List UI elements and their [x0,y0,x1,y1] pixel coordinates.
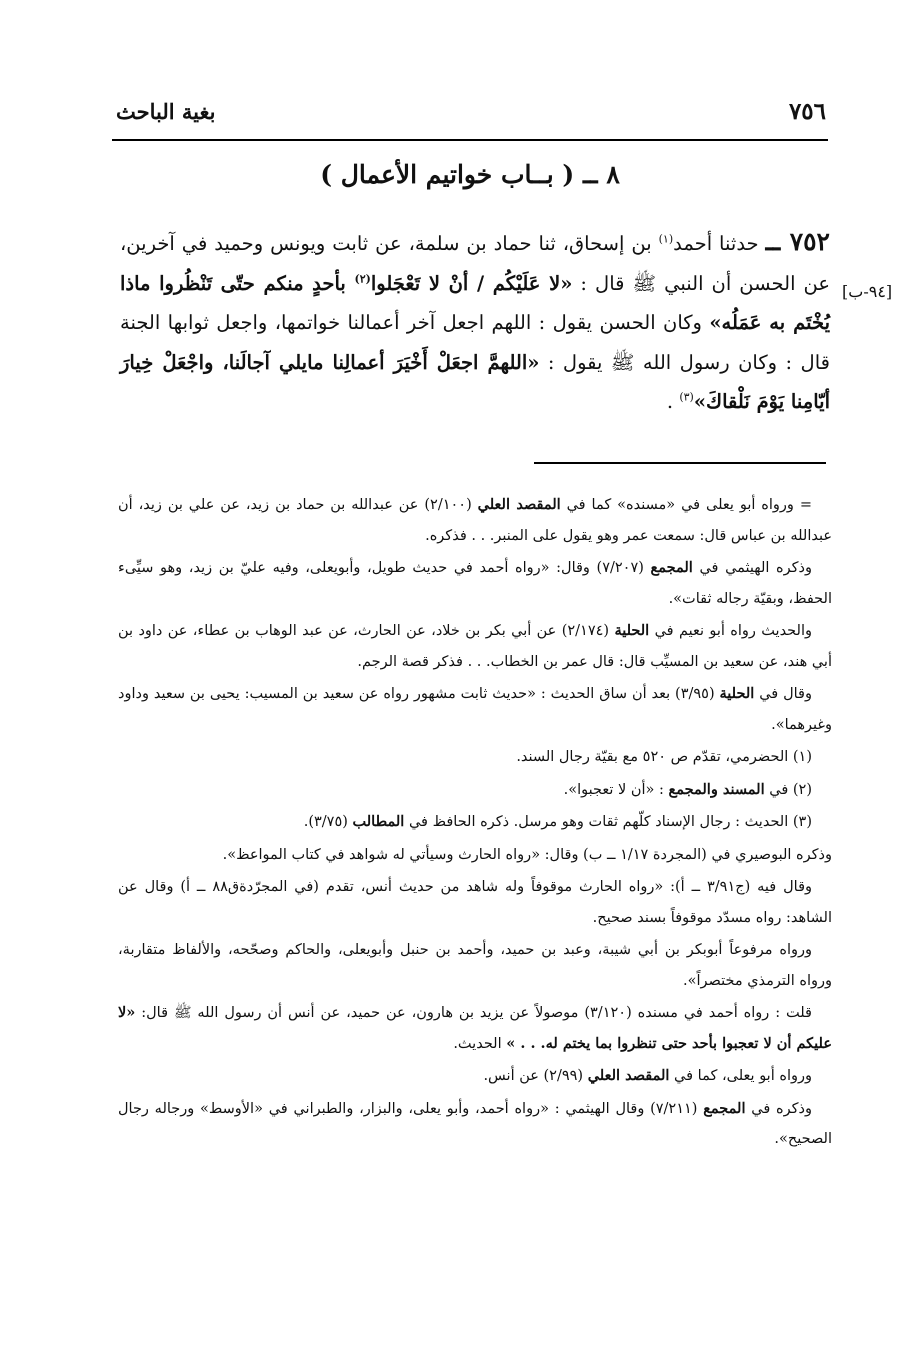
footnote-paragraph [118,490,832,551]
footnote-text: : «أن لا تعجبوا». [563,781,669,798]
hadith-segment: بن إسحاق، ثنا حماد بن سلمة، عن ثابت ويونس وحميد في آخرين، عن الحسن أن النبي ﷺ قال : [120,232,831,295]
footnotes [118,490,832,1157]
footnote-paragraph [118,553,832,614]
hadith-paragraph [120,222,830,422]
footnote-marker: (٣) [679,390,694,404]
footnote-3 [118,807,832,838]
footnote-text: وذكره في [745,1100,812,1117]
book-title: المقصد العلي [587,1067,670,1084]
hadith-number: ٧٥٢ ــ [765,227,830,256]
book-title: المسند والمجمع [668,780,765,798]
book-title: المجمع [650,559,693,576]
footnote-text: قلت : رواه أحمد في مسنده (٣/١٢٠) موصولاً عن يزيد بن هارون، عن حميد، عن أنس أن رسول الله ﷺ قال: [135,1005,812,1021]
footnote-paragraph: ورواه مرفوعاً أبوبكر بن أبي شيبة، وعبد بن حميد، وأحمد بن حنبل وأبويعلى، والحاكم وصحّحه، والألفاظ متقاربة، ورواه الترمذي مختصراً». [118,942,832,989]
book-title: المقصد العلي [477,496,561,513]
footnote-2 [118,775,832,806]
book-title: الحلية [719,685,755,702]
footnote-text: وذكره الهيثمي في [692,560,812,576]
footnote-text: = ورواه أبو يعلى في «مسنده» كما في [560,497,812,513]
footnote-marker: (٢) [354,272,371,285]
hadith-segment: حدثنا أحمد [673,232,759,255]
running-title: بغية الباحث [116,98,216,124]
footnote-text: (٣/٩٥) بعد أن ساق الحديث : «حديث ثابت مشهور رواه عن سعيد بن المسيب: يحيى بن سعيد وداود وغيرهما». [118,686,832,733]
footnote-paragraph [118,998,832,1059]
footnote-text: (٣/٧٥). [303,814,353,830]
footnote-separator [534,462,826,464]
footnote-paragraph [118,1061,832,1092]
prophetic-quote: «اللهمَّ اجعَلْ أَخْيَرَ أعمالِنا مايلي آجالَنا، واجْعَلْ خِيارَ أيّامِنا يَوْمَ نَلْقاكَ» [120,350,830,413]
book-title: الحلية [614,622,650,639]
margin-reference: [٩٤-ب] [842,282,893,301]
footnote-paragraph [118,679,832,740]
prophetic-quote: «لا عَلَيْكُم / أنْ لا تَعْجَلوا [370,271,573,295]
book-title: المجمع [703,1099,746,1117]
prophetic-quote: بأحدٍ منكم حتّى تَنْظُروا ماذا يُخْتَم به عَمَلُه» [120,271,831,334]
footnote-1: (١) الحضرمي، تقدّم ص ٥٢٠ مع بقيّة رجال السند. [516,749,812,765]
footnote-paragraph: وقال فيه (ج٣/٩١ ــ أ): «رواه الحارث موقوفاً وله شاهد من حديث أنس، تقدم (في المجرّدةق٨٨ ــ أ) وقال عن الشاهد: رواه مسدّد موقوفاً بسند صحيح. [118,879,832,926]
page-number: ٧٥٦ [788,97,826,125]
footnote-text: والحديث رواه أبو نعيم في [649,623,812,639]
footnote-marker: (١) [658,232,674,246]
footnote-text: (٧/٢٠٧) وقال: «رواه أحمد في حديث طويل، وأبويعلى، وفيه عليّ بن زيد، وهو سيِّىء الحفظ، وبقيّة رجاله ثقات». [118,560,832,607]
chapter-title: ٨ ــ ( بــاب خواتيم الأعمال ) [320,160,620,189]
book-title: المطالب [352,813,405,830]
footnote-paragraph [118,616,832,677]
footnote-text: ورواه أبو يعلى، كما في [669,1068,812,1084]
footnote-text: الحديث. [453,1035,507,1052]
hadith-end: . [666,390,680,413]
prophetic-quote: «لا عليكم أن لا تعجبوا بأحد حتى تنظروا بما يختم له. . . » [118,1004,832,1052]
footnote-text: (٢) في [764,781,812,798]
header-rule [112,139,828,141]
footnote-paragraph [118,1094,832,1155]
hadith-text [120,222,830,422]
footnote-paragraph: وذكره البوصيري في (المجردة ١/١٧ ــ ب) وقال: «رواه الحارث وسيأتي له شواهد في كتاب المواعظ». [222,846,832,863]
hadith-segment: وكان الحسن يقول : اللهم اجعل آخر أعمالنا خواتمها، واجعل ثوابها الجنة قال : وكان رسول الله ﷺ يقول : [120,311,830,374]
footnote-text: (٧/٢١١) وقال الهيثمي : «رواه أحمد، وأبو يعلى، والبزار، والطبراني في «الأوسط» ورجاله رجال الصحيح». [118,1100,832,1147]
footnote-text: (٢/٩٩) عن أنس. [483,1068,588,1084]
footnote-text: (٣) الحديث : رجال الإسناد كلّهم ثقات وهو مرسل. ذكره الحافظ في [404,814,812,830]
footnote-text: وقال في [754,686,812,702]
footnote-text: (٢/١٧٤) عن أبي بكر بن خلاد، عن الحارث، عن عبد الوهاب بن عطاء، عن داود بن أبي هند، عن سعيد بن المسيِّب قال: قال عمر بن الخطاب. . . فذكر قصة الرجم. [118,623,832,670]
page-header [116,95,826,127]
footnote-text: (٢/١٠٠) عن عبدالله بن حماد بن زيد، عن علي بن زيد، أن عبدالله بن عباس قال: سمعت عمر وهو يقول على المنبر. . . فذكره. [118,497,832,544]
